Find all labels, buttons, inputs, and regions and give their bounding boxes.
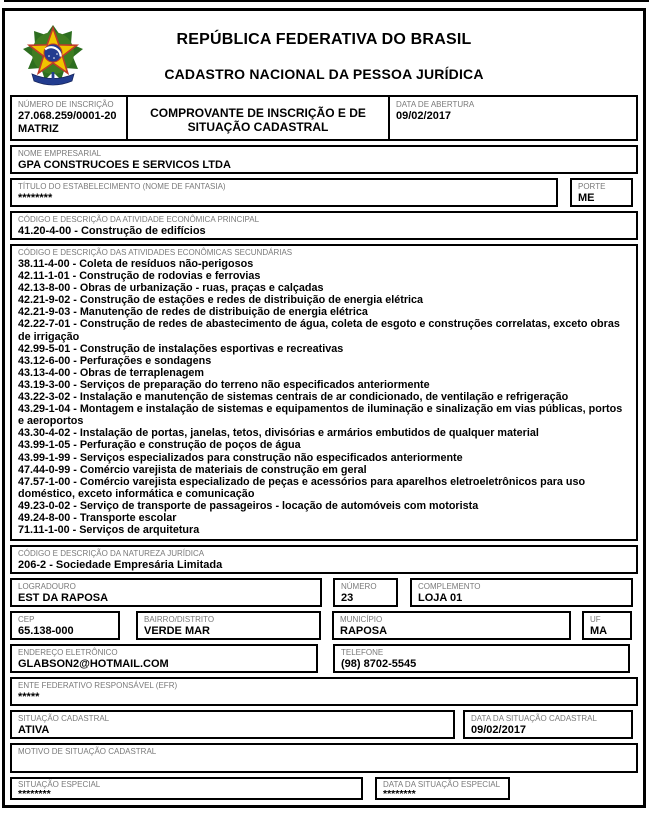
field-label: DATA DA SITUAÇÃO ESPECIAL	[383, 780, 501, 790]
field-nome-empresarial	[10, 145, 638, 174]
activity-item: 43.99-1-99 - Serviços especializados para construção não especificados anteriormente	[18, 451, 463, 464]
activity-item: 42.13-8-00 - Obras de urbanização - ruas, praças e calçadas	[18, 282, 324, 295]
field-label: TELEFONE	[341, 648, 384, 658]
field-label: COMPLEMENTO	[418, 582, 481, 592]
field-data-abertura	[388, 95, 638, 141]
email-value: GLABSON2@HOTMAIL.COM	[18, 658, 169, 671]
abertura-date: 09/02/2017	[396, 110, 452, 122]
activity-item: 49.24-8-00 - Transporte escolar	[18, 511, 177, 524]
titulo-value: ********	[18, 192, 53, 204]
activity-item: 38.11-4-00 - Coleta de resíduos não-perigosos	[18, 258, 254, 270]
activity-item: 43.12-6-00 - Perfurações e sondagens	[18, 354, 212, 367]
activity-item: 47.57-1-00 - Comércio varejista especializado de peças e acessórios para aparelhos eletroeletrônicos para uso doméstico, exceto informática e comunicação	[18, 475, 586, 500]
activity-item: 43.19-3-00 - Serviços de preparação do terreno não especificados anteriormente	[18, 378, 430, 391]
field-complemento	[410, 578, 633, 607]
row-situacao-especial	[10, 777, 638, 800]
field-bairro-distrito	[136, 611, 321, 640]
field-label: DATA DE ABERTURA	[396, 100, 475, 109]
row-contato	[10, 644, 638, 673]
field-label: UF	[590, 615, 601, 625]
field-natureza-juridica	[10, 545, 638, 574]
activity-item: 47.44-0-99 - Comércio varejista de materiais de construção em geral	[18, 463, 367, 476]
field-atividade-principal	[10, 211, 638, 240]
activity-item: 49.23-0-02 - Serviço de transporte de passageiros - locação de automóveis com motorista	[18, 499, 479, 512]
row-endereco-2	[10, 611, 638, 640]
top-divider-line	[4, 0, 649, 2]
field-logradouro	[10, 578, 322, 607]
activity-item: 42.21-9-03 - Manutenção de redes de distribuição de energia elétrica	[18, 306, 368, 319]
logradouro-value: EST DA RAPOSA	[18, 592, 109, 605]
field-label: CÓDIGO E DESCRIÇÃO DA ATIVIDADE ECONÔMICA PRINCIPAL	[18, 215, 260, 224]
field-endereco-eletronico	[10, 644, 318, 673]
porte-value: ME	[578, 192, 595, 204]
telefone-value: (98) 8702-5545	[341, 658, 417, 671]
field-cep	[10, 611, 120, 640]
field-label: TÍTULO DO ESTABELECIMENTO (NOME DE FANTASIA)	[18, 182, 226, 191]
field-label: MOTIVO DE SITUAÇÃO CADASTRAL	[18, 747, 157, 757]
activity-item: 43.22-3-02 - Instalação e manutenção de sistemas centrais de ar condicionado, de ventilação e refrigeração	[18, 391, 569, 404]
inscricao-number: 27.068.259/0001-20	[18, 110, 117, 122]
field-label: CÓDIGO E DESCRIÇÃO DAS ATIVIDADES ECONÔMICAS SECUNDÁRIAS	[18, 248, 293, 257]
data-situacao-cadastral-value: 09/02/2017	[471, 724, 527, 737]
activity-item: 42.21-9-02 - Construção de estações e redes de distribuição de energia elétrica	[18, 294, 424, 307]
activity-item: 43.30-4-02 - Instalação de portas, janelas, tetos, divisórias e armários embutidos de qualquer material	[18, 427, 539, 440]
field-label: ENDEREÇO ELETRÔNICO	[18, 648, 118, 658]
field-label: CÓDIGO E DESCRIÇÃO DA NATUREZA JURÍDICA	[18, 549, 205, 559]
field-atividades-secundarias	[10, 244, 638, 541]
row-nome-empresarial	[10, 145, 638, 174]
municipio-value: RAPOSA	[340, 625, 388, 638]
field-label: SITUAÇÃO CADASTRAL	[18, 714, 110, 724]
field-porte	[570, 178, 633, 207]
field-label: BAIRRO/DISTRITO	[144, 615, 215, 625]
field-label: SITUAÇÃO ESPECIAL	[18, 780, 101, 790]
cep-value: 65.138-000	[18, 625, 74, 638]
complemento-value: LOJA 01	[418, 592, 463, 605]
field-label: MUNICÍPIO	[340, 615, 383, 625]
field-motivo-situacao-cadastral	[10, 743, 638, 773]
row-atividades-secundarias	[10, 244, 638, 541]
field-label: LOGRADOURO	[18, 582, 76, 592]
activity-item: 42.11-1-01 - Construção de rodovias e ferrovias	[18, 270, 261, 283]
field-label: DATA DA SITUAÇÃO CADASTRAL	[471, 714, 597, 724]
atividade-principal-value: 41.20-4-00 - Construção de edifícios	[18, 225, 206, 237]
republic-title: REPÚBLICA FEDERATIVA DO BRASIL	[176, 31, 472, 48]
field-data-situacao-cadastral	[463, 710, 633, 739]
nome-empresarial-value: GPA CONSTRUCOES E SERVICOS LTDA	[18, 159, 231, 171]
situacao-cadastral-value: ATIVA	[18, 724, 50, 737]
header-info-row	[10, 95, 638, 141]
activity-item: 43.13-4-00 - Obras de terraplenagem	[18, 366, 205, 379]
field-numero	[333, 578, 398, 607]
field-numero-inscricao	[10, 95, 128, 141]
brazil-coat-of-arms-icon	[21, 23, 85, 89]
activity-item: 71.11-1-00 - Serviços de arquitetura	[18, 524, 200, 537]
field-label: CEP	[18, 615, 35, 625]
field-municipio	[332, 611, 571, 640]
uf-value: MA	[590, 625, 608, 638]
field-label: NOME EMPRESARIAL	[18, 149, 102, 158]
field-telefone	[333, 644, 630, 673]
field-situacao-cadastral	[10, 710, 455, 739]
activity-item: 42.22-7-01 - Construção de redes de abastecimento de água, coleta de esgoto e construções correlatas, exceto obras de irrigação	[18, 318, 620, 343]
field-efr	[10, 677, 638, 706]
bairro-value: VERDE MAR	[144, 625, 211, 638]
document-titles	[9, 21, 639, 82]
numero-value: 23	[341, 592, 354, 605]
row-atividade-principal	[10, 211, 638, 240]
row-titulo-porte	[10, 178, 638, 207]
activity-item: 42.99-5-01 - Construção de instalações esportivas e recreativas	[18, 342, 344, 355]
row-efr	[10, 677, 638, 706]
field-uf	[582, 611, 632, 640]
comprovante-title: COMPROVANTE DE INSCRIÇÃO E DE SITUAÇÃO CADASTRAL	[150, 105, 366, 134]
field-label: PORTE	[578, 182, 606, 191]
efr-value: *****	[18, 691, 40, 704]
field-situacao-especial	[10, 777, 363, 800]
situacao-especial-value: ********	[18, 788, 51, 801]
activity-item: 43.99-1-05 - Perfuração e construção de poços de água	[18, 439, 301, 452]
row-motivo-situacao	[10, 743, 638, 773]
data-situacao-especial-value: ********	[383, 788, 416, 801]
cnpj-certificate-document	[2, 8, 646, 808]
field-label: NÚMERO DE INSCRIÇÃO	[18, 100, 114, 109]
field-label: NÚMERO	[341, 582, 377, 592]
row-natureza-juridica	[10, 545, 638, 574]
row-situacao-cadastral	[10, 710, 638, 739]
atividades-secundarias-list	[18, 258, 630, 536]
field-data-situacao-especial	[375, 777, 510, 800]
row-endereco-1	[10, 578, 638, 607]
document-header	[9, 21, 639, 91]
field-titulo-estabelecimento	[10, 178, 558, 207]
registry-title: CADASTRO NACIONAL DA PESSOA JURÍDICA	[164, 66, 484, 82]
natureza-juridica-value: 206-2 - Sociedade Empresária Limitada	[18, 559, 223, 572]
activity-item: 43.29-1-04 - Montagem e instalação de sistemas e equipamentos de iluminação e sinalização em vias públicas, portos e aeroportos	[18, 403, 623, 428]
field-label: ENTE FEDERATIVO RESPONSÁVEL (EFR)	[18, 681, 178, 691]
comprovante-title-cell	[126, 95, 390, 141]
inscricao-tipo: MATRIZ	[18, 123, 59, 135]
